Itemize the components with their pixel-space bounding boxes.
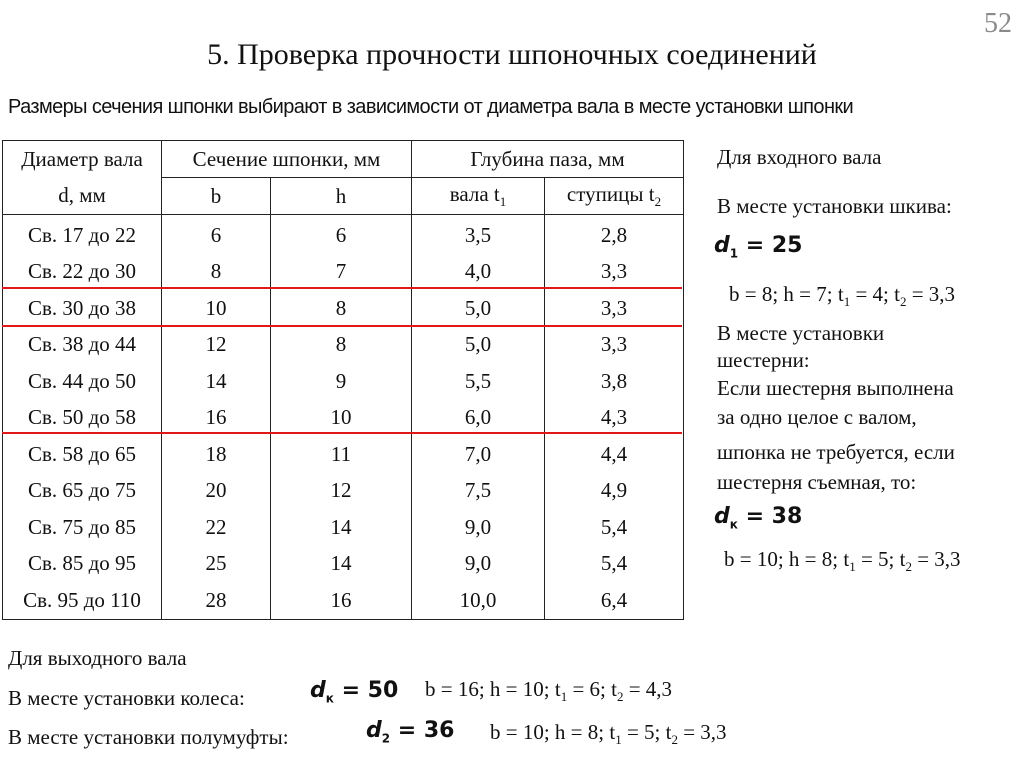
key-size-table [2,140,684,620]
highlight-line [2,432,682,434]
cell-t2: 5,4 [545,509,684,546]
cell-d: Св. 75 до 85 [3,509,162,546]
wheel-key-params: b = 16; h = 10; $t_1 = 6$; $t_2 = 4,3$ [425,677,673,705]
cell-t1: 5,0 [412,327,545,364]
cell-t2: 3,3 [545,290,684,327]
header-h: h [271,178,412,215]
table-row [3,327,684,364]
table-row [3,400,684,437]
table-row [3,215,684,254]
table-row [3,509,684,546]
table-body [3,215,684,620]
cell-d: Св. 58 до 65 [3,436,162,473]
table-row [3,582,684,619]
cell-t2: 6,4 [545,582,684,619]
gear-note-line: шестерня съемная, то: [717,470,917,494]
cell-d: Св. 44 до 50 [3,363,162,400]
cell-d: Св. 22 до 30 [3,254,162,291]
table-row [3,363,684,400]
cell-h: 16 [271,582,412,619]
coupling-diameter-formula: $d_2 = 36$ [366,718,455,746]
cell-h: 10 [271,400,412,437]
header-b: b [162,178,271,215]
gear-note-line: за одно целое с валом, [717,405,917,429]
header-depth: Глубина паза, мм [412,141,684,178]
cell-b: 12 [162,327,271,364]
cell-h: 14 [271,546,412,583]
gear-place-label-2: шестерни: [717,348,810,372]
pulley-key-params: b = 8; h = 7; $t_1 = 4$; $t_2 = 3,3$ [729,282,956,310]
slide-title: 5. Проверка прочности шпоночных соединений [207,38,817,71]
cell-b: 18 [162,436,271,473]
gear-note-line: шпонка не требуется, если [717,440,955,464]
cell-t1: 5,0 [412,290,545,327]
header-t2: ступицы $t_2$ [545,178,684,215]
gear-key-params: b = 10; h = 8; $t_1 = 5$; $t_2 = 3,3$ [724,547,961,575]
cell-b: 25 [162,546,271,583]
cell-t2: 4,9 [545,473,684,510]
intro-text: Размеры сечения шпонки выбирают в зависимости от диаметра вала в месте установки шпонки [8,96,854,118]
header-diameter: Диаметр вала [3,141,162,178]
cell-t1: 4,0 [412,254,545,291]
wheel-diameter-formula: $d_к = 50$ [310,678,399,706]
cell-t1: 6,0 [412,400,545,437]
cell-b: 28 [162,582,271,619]
cell-t2: 3,3 [545,327,684,364]
table-row [3,290,684,327]
cell-h: 8 [271,290,412,327]
table-row [3,254,684,291]
cell-t2: 5,4 [545,546,684,583]
cell-t1: 9,0 [412,509,545,546]
cell-b: 22 [162,509,271,546]
input-shaft-heading: Для входного вала [717,145,882,169]
table-row [3,436,684,473]
gear-place-label: В месте установки [717,321,885,345]
cell-t1: 7,5 [412,473,545,510]
cell-d: Св. 65 до 75 [3,473,162,510]
cell-t2: 3,3 [545,254,684,291]
cell-b: 16 [162,400,271,437]
cell-d: Св. 50 до 58 [3,400,162,437]
wheel-place-label: В месте установки колеса: [8,686,245,710]
cell-t1: 3,5 [412,215,545,254]
cell-t2: 4,3 [545,400,684,437]
gear-note-line: Если шестерня выполнена [717,376,954,400]
slide-number: 52 [984,8,1012,39]
cell-h: 6 [271,215,412,254]
cell-t2: 2,8 [545,215,684,254]
cell-h: 12 [271,473,412,510]
cell-h: 8 [271,327,412,364]
cell-t1: 9,0 [412,546,545,583]
cell-d: Св. 85 до 95 [3,546,162,583]
cell-h: 9 [271,363,412,400]
header-t1: вала $t_1$ [412,178,545,215]
cell-h: 14 [271,509,412,546]
header-section: Сечение шпонки, мм [162,141,412,178]
cell-t1: 10,0 [412,582,545,619]
cell-b: 6 [162,215,271,254]
output-shaft-heading: Для выходного вала [8,646,187,670]
cell-t2: 4,4 [545,436,684,473]
header-diameter-d: d, мм [3,178,162,215]
gear-diameter-formula: $d_к = 38$ [714,504,803,532]
table-row [3,473,684,510]
cell-b: 14 [162,363,271,400]
coupling-key-params: b = 10; h = 8; $t_1 = 5$; $t_2 = 3,3$ [490,720,727,748]
cell-b: 8 [162,254,271,291]
cell-d: Св. 17 до 22 [3,215,162,254]
cell-b: 10 [162,290,271,327]
cell-h: 11 [271,436,412,473]
cell-h: 7 [271,254,412,291]
cell-b: 20 [162,473,271,510]
cell-d: Св. 38 до 44 [3,327,162,364]
pulley-place-label: В месте установки шкива: [717,194,952,218]
highlight-line [2,325,682,327]
table-row [3,546,684,583]
cell-d: Св. 95 до 110 [3,582,162,619]
pulley-diameter-formula: $d_1 = 25$ [714,233,803,261]
highlight-line [2,287,682,289]
cell-t1: 7,0 [412,436,545,473]
cell-d: Св. 30 до 38 [3,290,162,327]
cell-t2: 3,8 [545,363,684,400]
cell-t1: 5,5 [412,363,545,400]
coupling-place-label: В месте установки полумуфты: [8,725,289,749]
